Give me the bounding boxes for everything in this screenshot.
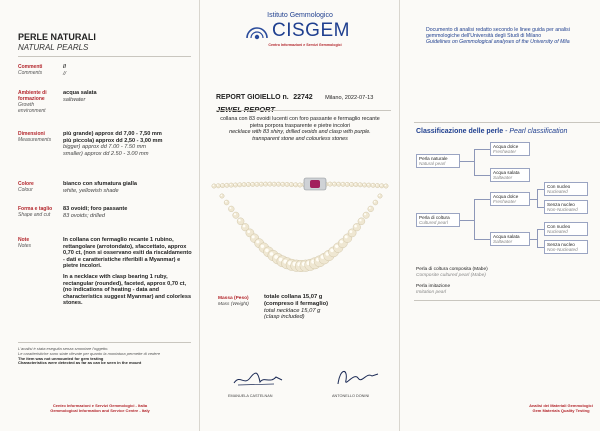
mass-values: totale collana 15,07 g (compreso il fermaglio) total necklace 15,07 g (clasp included) [264, 294, 329, 321]
middle-panel [200, 0, 400, 431]
connector-line [530, 199, 537, 200]
connector-line [537, 189, 538, 208]
classification-title: Classificazione delle perle - Pearl classification [416, 128, 568, 135]
right-footer: Analisi dei Materiali Gemmologici Gem Materials Quality Testing [529, 403, 593, 413]
header-rule [414, 122, 600, 123]
connector-line [474, 239, 490, 240]
row-value: acqua salata saltwater [63, 90, 97, 103]
right-panel [400, 0, 600, 431]
report-rule [216, 110, 391, 111]
report-place-date: Milano, 2022-07-13 [325, 95, 374, 101]
title-rule [18, 56, 191, 57]
signer-2-name: ANTONELLO DONINI [332, 394, 370, 398]
guidelines-header: Documento di analisi redatto secondo le linee guida per analisi gemmologiche dell'Università degli Studi di Milano Guidelines on Gemmological analyses of the University of Mila [426, 27, 570, 46]
left-panel [0, 0, 200, 431]
cisgem-logo-icon [244, 22, 270, 42]
signer-1-name: EMANUELA CASTELNAN [228, 394, 273, 398]
mass-label: Massa (Peso) Mass (Weight) [218, 296, 249, 307]
connector-line [474, 199, 490, 200]
natural-pearls-title: PERLE NATURALI NATURAL PEARLS [18, 32, 96, 52]
imitation-pearl: Perla imitazione Imitation pearl [416, 284, 451, 295]
report-header: REPORT GIOIELLO n. 22742 Milano, 2022-07-13 JEWEL REPORT [216, 94, 374, 114]
item-description: collana con 83 ovoidi lucenti con foro passante e fermaglio recante pietra porpora trasparente e pietre incolori necklace with 83 shiny, drilled ovoids and clasp with purple. transparent stone and colourless stones [220, 116, 380, 142]
connector-line [537, 229, 544, 230]
box-cultured-saltwater: Acqua salata Saltwater [490, 232, 530, 246]
connector-line [474, 149, 475, 176]
row-label: Commenti Comments [18, 64, 43, 76]
left-footer: Centro Informazioni e Servizi Gemmologici - Italia Gemmological Information and Service Centre - Italy [50, 403, 150, 413]
connector-line [537, 247, 544, 248]
connector-line [537, 207, 544, 208]
box-fresh-non-nucleated: Senza nucleo Non-Nucleated [544, 200, 588, 214]
signature-1 [230, 368, 286, 390]
row-label: Note Notes [18, 237, 32, 249]
connector-line [530, 239, 537, 240]
box-cultured-freshwater: Acqua dolce Freshwater [490, 192, 530, 206]
institute-name: Istituto Gemmologico [267, 12, 333, 19]
row-value: bianco con sfumatura gialla white, yellowish shade [63, 181, 137, 194]
row-value: più grande) approx dd 7,00 - 7,50 mm più piccola) approx dd 2,50 - 3,00 mm bigger) approx dd 7.00 - 7.50 mm smaller) approx dd 2.50 - 3.00 mm [63, 131, 163, 157]
connector-line [537, 189, 544, 190]
connector-line [537, 229, 538, 248]
box-natural-saltwater: Acqua salata Saltwater [490, 168, 530, 182]
row-label: Ambiente di formazione Growth environment [18, 90, 47, 114]
connector-line [460, 220, 474, 221]
connector-line [474, 199, 475, 240]
row-label: Colore Colour [18, 181, 34, 193]
row-value: // // [63, 64, 67, 77]
composite-cultured-pearl: Perla di coltura composita (Mabe) Composite cultured pearl (Mabe) [416, 267, 488, 278]
mounting-footnote: L'analisi è stata eseguita senza smontare l'oggetto. Le caratteristiche sono state rilevate per quanto la montatura permette di vedere The item was not unmounted for gem testing Characteristics were detected as far as can be seen in the mount [18, 346, 161, 366]
row-value: In collana con fermaglio recante 1 rubino, rettangolare (arrotondato), sfaccettato, approx 0,70 ct, (non si osservano esiti da riscaldamento - dati e caratteristiche riferibili a Myanmar) e pietre incolori. In a necklace with clasp bearing 1 ruby, rectangular (rounded), faceted, approx 0,70 ct, (no indications of heating - data and characteristics suggest Myanmar) and colorless stones. [63, 237, 192, 307]
box-cultured-pearl: Perla di coltura Cultured pearl [416, 213, 460, 227]
bottom-rule [18, 342, 191, 343]
brand-subtitle: Centro Informazioni e Servizi Gemmologici [268, 43, 342, 47]
report-number: 22742 [293, 94, 313, 101]
connector-line [474, 175, 490, 176]
brand-name: CISGEM [272, 20, 350, 41]
box-natural-pearl: Perla naturale Natural pearl [416, 154, 460, 168]
box-salt-nucleated: Con nucleo Nucleated [544, 222, 588, 236]
row-value: 83 ovoidi; foro passante 83 ovoids; drilled [63, 206, 128, 219]
box-salt-non-nucleated: Senza nucleo Non-Nucleated [544, 240, 588, 254]
signature-2 [332, 364, 382, 390]
row-label: Dimensioni Measurements [18, 131, 52, 143]
pearl-necklace-photo [208, 166, 392, 286]
box-natural-freshwater: Acqua dolce Freshwater [490, 142, 530, 156]
connector-line [460, 161, 474, 162]
classification-bottom-rule [414, 300, 600, 301]
connector-line [474, 149, 490, 150]
row-label: Forma e taglio Shape and cut [18, 206, 53, 218]
box-fresh-nucleated: Con nucleo Nucleated [544, 182, 588, 196]
